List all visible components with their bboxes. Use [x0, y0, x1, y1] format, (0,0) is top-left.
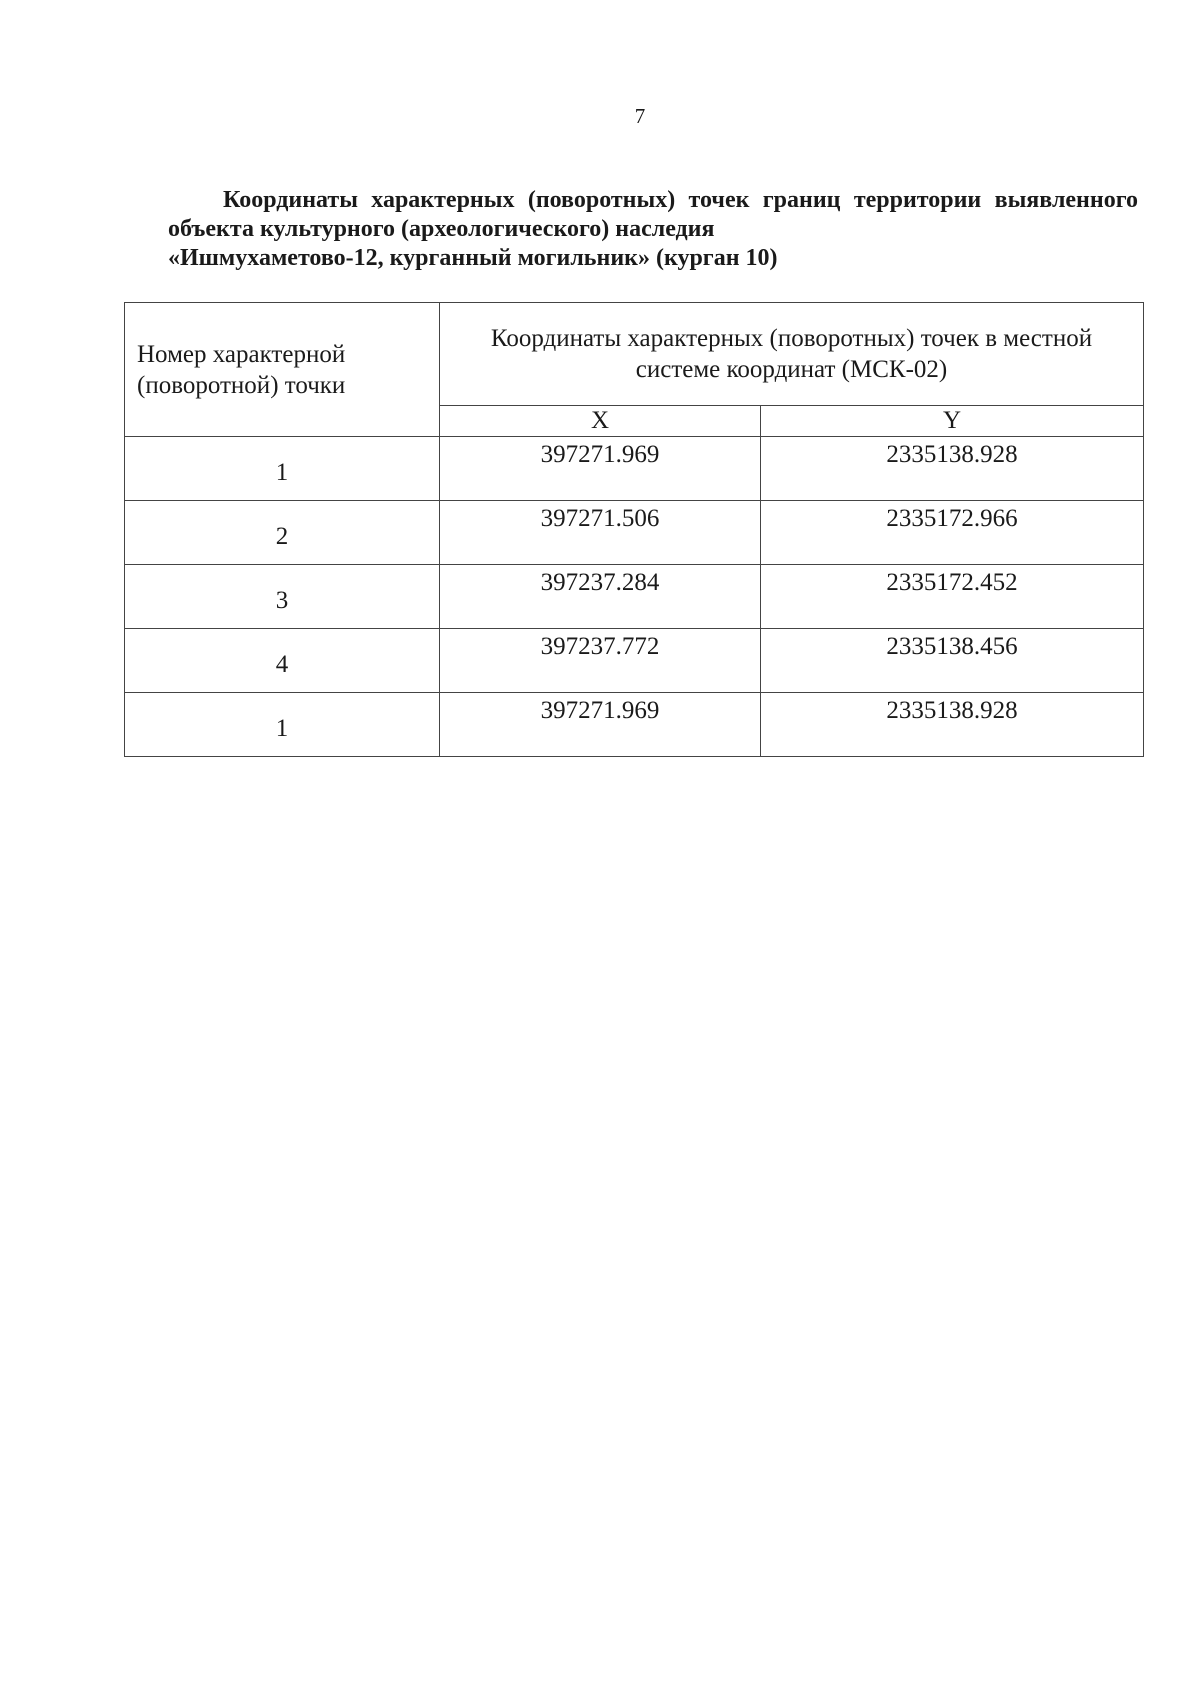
table-row [125, 437, 1144, 501]
title-line-1: Координаты характерных (поворотных) точек границ территории [223, 187, 982, 213]
y-value: 2335138.928 [761, 693, 1144, 757]
x-value: 397237.772 [440, 629, 761, 693]
y-value: 2335138.928 [761, 437, 1144, 501]
y-value: 2335138.456 [761, 629, 1144, 693]
point-number: 1 [125, 437, 440, 501]
point-number: 1 [125, 693, 440, 757]
header-y: Y [761, 406, 1144, 437]
table-row [125, 565, 1144, 629]
point-number: 3 [125, 565, 440, 629]
x-value: 397271.506 [440, 501, 761, 565]
x-value: 397271.969 [440, 693, 761, 757]
header-point-number: Номер характерной (поворотной) точки [125, 303, 440, 437]
table-header-row [125, 303, 1144, 406]
title-line-3: «Ишмухаметово-12, курганный могильник» (курган 10) [168, 245, 778, 271]
coordinates-table [124, 302, 1144, 757]
header-coordinates: Координаты характерных (поворотных) точек в местной системе координат (МСК-02) [440, 303, 1144, 406]
table-row [125, 501, 1144, 565]
page-number: 7 [634, 104, 646, 128]
title-line-2: выявленного объекта культурного (археологического) наследия [168, 187, 1139, 242]
table-row [125, 629, 1144, 693]
x-value: 397271.969 [440, 437, 761, 501]
document-title [168, 186, 1138, 273]
point-number: 2 [125, 501, 440, 565]
y-value: 2335172.452 [761, 565, 1144, 629]
x-value: 397237.284 [440, 565, 761, 629]
table-row [125, 693, 1144, 757]
y-value: 2335172.966 [761, 501, 1144, 565]
point-number: 4 [125, 629, 440, 693]
header-x: X [440, 406, 761, 437]
